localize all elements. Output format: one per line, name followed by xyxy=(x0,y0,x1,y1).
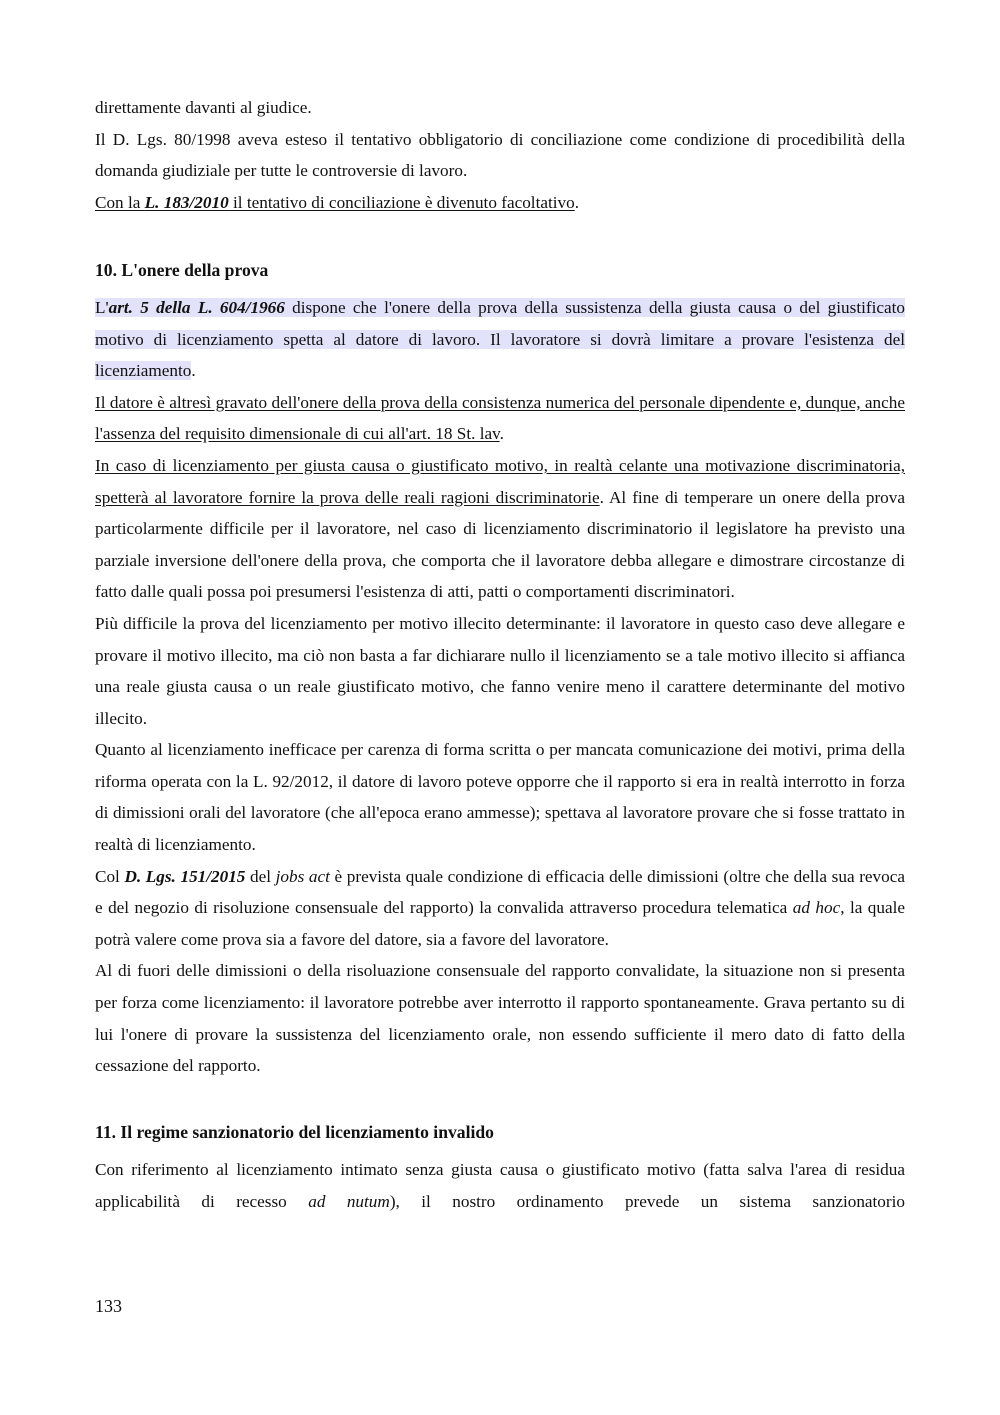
text-run: Con riferimento al licenziamento intimato senza giusta causa o giustificato motivo (fatta salva l'area di residua applicabilità di recesso xyxy=(95,1160,905,1211)
text-run: Col xyxy=(95,866,125,886)
text-run: direttamente davanti al giudice. xyxy=(95,98,312,117)
paragraph-10-1 xyxy=(95,292,905,387)
paragraph-10-4 xyxy=(95,608,905,734)
law-reference: D. Lgs. 151/2015 xyxy=(124,866,246,886)
paragraph-intro-1 xyxy=(95,92,905,124)
underlined-text: In caso di licenziamento per giusta causa o giustificato motivo, in realtà celante una motivazione discriminatoria, spetterà al lavoratore fornire la prova delle reali ragioni discriminatorie xyxy=(95,455,905,507)
text-run: , la quale potrà valere come prova sia a favore del datore, sia a favore del lavoratore. xyxy=(95,898,905,949)
italic-term: jobs act xyxy=(275,866,330,886)
text-run: Con la xyxy=(95,192,145,212)
text-run: il tentativo di conciliazione è divenuto facoltativo xyxy=(228,192,575,212)
text-run: ), il nostro ordinamento prevede un sistema sanzionatorio xyxy=(389,1192,905,1211)
paragraph-10-6 xyxy=(95,861,905,956)
text-run: . xyxy=(499,424,504,444)
text-run: . Al fine di temperare un onere della prova particolarmente difficile per il lavoratore, nel caso di licenziamento discriminatorio il legislatore ha previsto una parziale inversione dell'onere della prova, che comporta che il lavoratore debba allegare e dimostrare circostanze di fatto dalle quali possa poi presumersi l'esistenza di atti, patti o comportamenti discriminatori. xyxy=(95,487,905,602)
text-run: Il D. Lgs. 80/1998 aveva esteso il tentativo obbligatorio di conciliazione come condizione di procedibilità della domanda giudiziale per tutte le controversie di lavoro. xyxy=(95,129,905,181)
paragraph-10-5 xyxy=(95,734,905,860)
paragraph-10-3 xyxy=(95,450,905,608)
underlined-text xyxy=(95,193,575,212)
page-number: 133 xyxy=(95,1296,122,1316)
text-run: Più difficile la prova del licenziamento per motivo illecito determinante: il lavoratore in questo caso deve allegare e provare il motivo illecito, ma ciò non basta a far dichiarare nullo il licenziamento se a tale motivo illecito si affianca una reale giusta causa o un reale giustificato motivo, che fanno venire meno il carattere determinante del motivo illecito. xyxy=(95,613,905,728)
text-run: dispone che l'onere della prova della sussistenza della giusta causa o del giustificato motivo di licenziamento spetta al datore di lavoro. Il lavoratore si dovrà limitare a provare l'esistenza del licenziamento xyxy=(95,297,905,381)
underlined-text: Il datore è altresì gravato dell'onere della prova della consistenza numerica del personale dipendente e, dunque, anche l'assenza del requisito dimensionale di cui all'art. 18 St. lav xyxy=(95,392,905,444)
document-page xyxy=(95,92,905,1218)
section-11-heading: 11. Il regime sanzionatorio del licenziamento invalido xyxy=(95,1121,494,1142)
text-run: . xyxy=(574,192,580,212)
highlighted-text xyxy=(95,298,905,380)
paragraph-10-7 xyxy=(95,955,905,1081)
text-run: è prevista quale condizione di efficacia delle dimissioni (oltre che della sua revoca e del negozio di risoluzione consensuale del rapporto) la convalida attraverso procedura telematica xyxy=(95,866,905,918)
italic-term: ad nutum xyxy=(308,1192,390,1211)
italic-term: ad hoc xyxy=(792,898,841,918)
section-10-heading: 10. L'onere della prova xyxy=(95,260,269,281)
paragraph-intro-3 xyxy=(95,187,905,219)
paragraph-intro-2 xyxy=(95,124,905,187)
text-run: del xyxy=(245,866,276,886)
paragraph-11-1 xyxy=(95,1154,905,1217)
paragraph-10-2 xyxy=(95,387,905,450)
law-reference: art. 5 della L. 604/1966 xyxy=(108,297,285,317)
law-reference: L. 183/2010 xyxy=(144,192,229,212)
text-run: Quanto al licenziamento inefficace per carenza di forma scritta o per mancata comunicazione dei motivi, prima della riforma operata con la L. 92/2012, il datore di lavoro poteve opporre che il rapporto si era in realtà interrotto in forza di dimissioni orali del lavoratore (che all'epoca erano ammesse); spettava al lavoratore provare che si fosse trattato in realtà di licenziamento. xyxy=(95,740,905,855)
text-run: L' xyxy=(95,297,109,317)
text-run: . xyxy=(191,361,196,381)
text-run: Al di fuori delle dimissioni o della risoluazione consensuale del rapporto convalidate, la situazione non si presenta per forza come licenziamento: il lavoratore potrebbe aver interrotto il rapporto spontaneamente. Grava pertanto su di lui l'onere di provare la sussistenza del licenziamento orale, non essendo sufficiente il mero dato di fatto della cessazione del rapporto. xyxy=(95,961,905,1076)
